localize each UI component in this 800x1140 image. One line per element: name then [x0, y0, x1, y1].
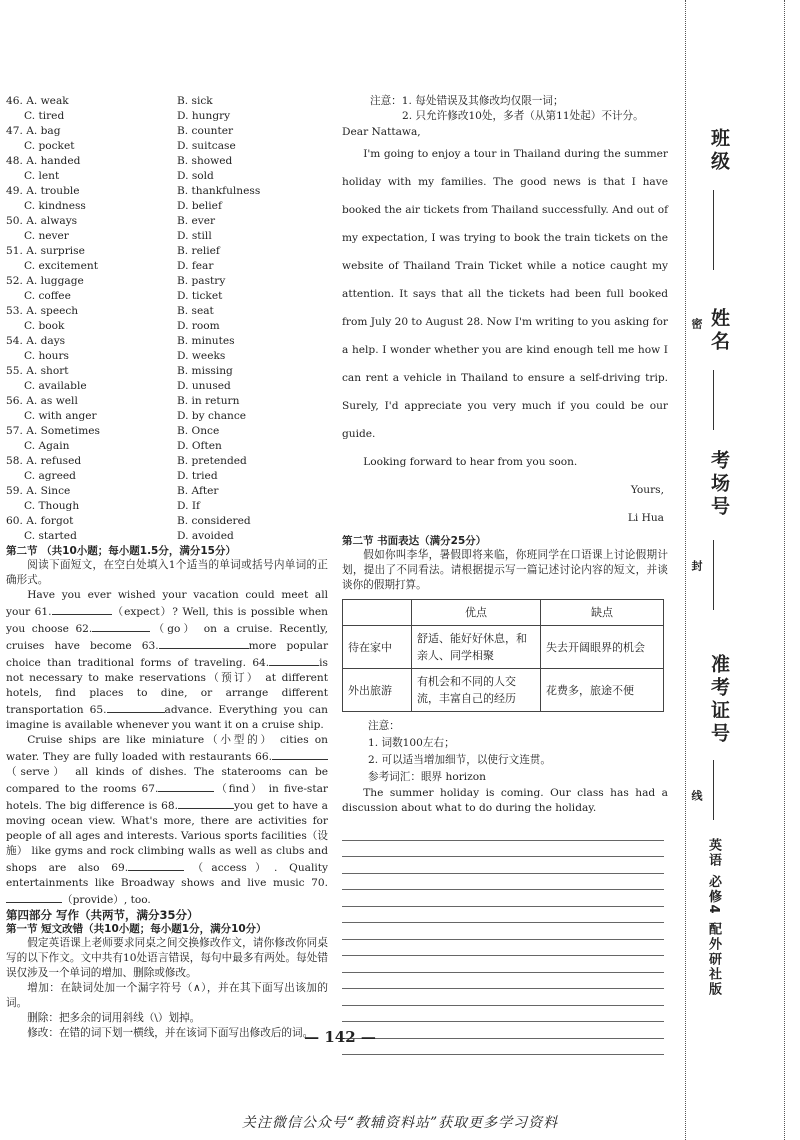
part4-instructions: 假定英语课上老师要求同桌之间交换修改作文，请你修改你同桌写的以下作文。文中共有10处语言错误，每句中最多有两处。每处错误仅涉及一个单词的增加、删除或修改。 — [6, 937, 328, 979]
exam-number-label: 准考证号 — [708, 654, 730, 746]
pros-cons-table — [342, 599, 664, 712]
option-choice: D. ticket — [177, 290, 223, 302]
option-choice: C. available — [24, 380, 87, 392]
blank-70[interactable] — [6, 891, 62, 903]
option-choice: D. fear — [177, 260, 214, 272]
option-choice: D. unused — [177, 380, 231, 392]
option-row — [6, 334, 328, 349]
option-row — [6, 199, 328, 214]
option-choice: C. Again — [24, 440, 70, 452]
option-row — [6, 109, 328, 124]
option-choice: B. thankfulness — [177, 185, 261, 197]
room-fill-line[interactable] — [713, 540, 714, 610]
option-choice: D. by chance — [177, 410, 247, 422]
option-choice: 55. A. short — [6, 365, 69, 377]
exam-number-fill-line[interactable] — [713, 760, 714, 820]
option-choice: 53. A. speech — [6, 305, 79, 317]
option-choice: 52. A. luggage — [6, 275, 84, 287]
letter-body: I'm going to enjoy a tour in Thailand during the summer holiday with my families. The good news is that I have booked the air tickets from Thailand successfully. And out of my expectation, I was trying to book the train tickets on the website of Thailand Train Ticket while a notice caught my attention. It says that all the tickets had been full booked from July 20 to August 28. Now I'm writing to you asking for a help. I wonder whether you are kind enough tell me how I can rent a vehicle in Thailand to ensure a self-driving trip. Surely, I'd appreciate you very much if you could be our guide. — [342, 148, 668, 440]
option-choice: C. with anger — [24, 410, 97, 422]
cruise-paragraph-1: Have you ever wished your vacation could meet all your 61. （expect）? Well, this is possible when you choose 62. （go） on a cruise. Recently, cruises have become 63. more popular choice than traditional forms of traveling. 64. is not necessary to make reservations（预订） at different hotels, find places to dine, or arrange different transportation 65. advance. Everything you can imagine is available whenever you want it on a cruise ship. — [6, 589, 329, 731]
seal-mark-xian: 线 — [690, 790, 703, 801]
part4-title: 第四部分 写作（共两节，满分35分） — [6, 908, 199, 922]
vocab-hint: 参考词汇：眼界 horizon — [368, 771, 486, 783]
room-label: 考场号 — [708, 450, 730, 519]
rule-delete: 删除：把多余的词用斜线（\）划掉。 — [27, 1012, 201, 1024]
option-choice: C. agreed — [24, 470, 76, 482]
page-number: — 142 — — [304, 1028, 376, 1046]
name-fill-line[interactable] — [713, 370, 714, 430]
option-choice: 59. A. Since — [6, 485, 71, 497]
option-choice: B. showed — [177, 155, 233, 167]
option-row — [6, 319, 328, 334]
option-choice: D. tried — [177, 470, 218, 482]
option-choice: B. pretended — [177, 455, 247, 467]
blank-65[interactable] — [107, 701, 165, 713]
option-choice: 49. A. trouble — [6, 185, 80, 197]
option-choice: B. Once — [177, 425, 220, 437]
table-row: 待在家中 舒适、能好好休息，和亲人、同学相聚 失去开阔眼界的机会 — [343, 626, 664, 669]
class-label: 班级 — [708, 128, 730, 174]
option-choice: D. room — [177, 320, 220, 332]
letter-yours: Yours, — [630, 484, 664, 496]
option-row — [6, 289, 328, 304]
option-choice: B. in return — [177, 395, 240, 407]
option-choice: D. Often — [177, 440, 222, 452]
left-column — [6, 94, 328, 1041]
option-choice: B. seat — [177, 305, 214, 317]
option-choice: B. After — [177, 485, 219, 497]
option-choice: C. hours — [24, 350, 69, 362]
cruise-paragraph-2: Cruise ships are like miniature（小型的） cities on water. They are fully loaded with restaurants 66.（serve） all kinds of dishes. The staterooms can be compared to the rooms 67. （find） in five-star hotels. The big difference is 68. you get to have a moving ocean view. What's more, there are activities for people of all ages and interests. Various sports facilities（设施） like gyms and rock climbing walls as well as clubs and shops are also 69. （access）. Quality entertainments like Broadway shows and live music 70.（provide）, too. — [6, 734, 328, 906]
option-choice: 46. A. weak — [6, 95, 69, 107]
table-header-row — [343, 600, 664, 626]
option-choice: B. pastry — [177, 275, 226, 287]
option-row — [6, 439, 328, 454]
section2-instructions: 阅读下面短文，在空白处填入1个适当的单词或括号内单词的正确形式。 — [6, 559, 328, 586]
letter-signature: Li Hua — [627, 512, 664, 524]
seal-mark-feng: 封 — [690, 560, 703, 571]
option-choice: C. tired — [24, 110, 65, 122]
blank-61[interactable] — [52, 603, 112, 615]
writing-section-title: 第二节 书面表达（满分25分） — [342, 535, 487, 547]
section2-title: 第二节 （共10小题；每小题1.5分，满分15分） — [6, 545, 236, 557]
option-row — [6, 394, 328, 409]
option-row — [6, 139, 328, 154]
essay-start: The summer holiday is coming. Our class has had a discussion about what to do during the holiday. — [342, 787, 668, 814]
option-choice: C. started — [24, 530, 77, 542]
option-choice: C. never — [24, 230, 69, 242]
option-row — [6, 259, 328, 274]
footer-promo: 关注微信公众号“教辅资料站”获取更多学习资料 — [241, 1115, 559, 1131]
option-choice: 47. A. bag — [6, 125, 61, 137]
option-row — [6, 409, 328, 424]
binding-dotted-line — [685, 0, 686, 1140]
option-choice: D. If — [177, 500, 200, 512]
option-choice: C. kindness — [24, 200, 86, 212]
option-choice: B. relief — [177, 245, 220, 257]
option-choice: 57. A. Sometimes — [6, 425, 100, 437]
option-choice: B. counter — [177, 125, 234, 137]
blank-63[interactable] — [159, 637, 249, 649]
option-row — [6, 124, 328, 139]
option-choice: B. missing — [177, 365, 233, 377]
option-choice: D. sold — [177, 170, 214, 182]
option-choice: C. book — [24, 320, 65, 332]
blank-69[interactable] — [128, 859, 184, 871]
option-row — [6, 244, 328, 259]
option-row — [6, 484, 328, 499]
option-choice: B. considered — [177, 515, 251, 527]
header-pros: 优点 — [412, 600, 541, 626]
class-fill-line[interactable] — [713, 190, 714, 270]
option-choice: 50. A. always — [6, 215, 78, 227]
option-choice: C. lent — [24, 170, 60, 182]
header-cons: 缺点 — [541, 600, 664, 626]
rule-add: 增加：在缺词处加一个漏字符号（∧），并在其下面写出该加的词。 — [6, 982, 328, 1009]
option-choice: 51. A. surprise — [6, 245, 85, 257]
option-row — [6, 229, 328, 244]
blank-67[interactable] — [158, 780, 214, 792]
option-row — [6, 364, 328, 379]
option-choice: C. excitement — [24, 260, 98, 272]
blank-66[interactable] — [272, 748, 328, 760]
options-list — [6, 94, 328, 544]
option-row — [6, 304, 328, 319]
option-choice: D. avoided — [177, 530, 234, 542]
option-choice: 54. A. days — [6, 335, 66, 347]
blank-62[interactable] — [92, 620, 150, 632]
name-label: 姓名 — [708, 308, 730, 354]
seal-mark-mi: 密 — [690, 318, 703, 329]
option-row — [6, 184, 328, 199]
option-row — [6, 499, 328, 514]
rule-modify: 修改：在错的词下划一横线，并在该词下面写出修改后的词。 — [27, 1027, 314, 1039]
writing-lines[interactable] — [342, 824, 668, 1055]
edge-dotted-line — [784, 0, 785, 1140]
option-choice: D. still — [177, 230, 212, 242]
option-row — [6, 514, 328, 529]
option-row — [6, 424, 328, 439]
writing-instructions: 假如你叫李华，暑假即将来临，你班同学在口语课上讨论假期计划，提出了不同看法。请根据提示写一篇记述讨论内容的短文，并谈谈你的假期打算。 — [342, 549, 668, 591]
subject-label: 英语 必修4 配外研社版 — [706, 838, 721, 998]
blank-64[interactable] — [269, 654, 319, 666]
option-choice: 56. A. as well — [6, 395, 78, 407]
option-choice: 58. A. refused — [6, 455, 82, 467]
option-choice: D. weeks — [177, 350, 226, 362]
letter-closing-line: Looking forward to hear from you soon. — [363, 456, 578, 468]
option-row — [6, 169, 328, 184]
note-line-2: 2. 只允许修改10处，多者（从第11处起）不计分。 — [402, 110, 644, 122]
option-row — [6, 349, 328, 364]
option-row — [6, 454, 328, 469]
notes-title: 注意： — [368, 720, 400, 732]
option-row — [6, 274, 328, 289]
option-row — [6, 469, 328, 484]
option-choice: B. minutes — [177, 335, 235, 347]
right-column — [342, 94, 668, 1055]
option-row — [6, 94, 328, 109]
table-row: 外出旅游 有机会和不同的人交流，丰富自己的经历 花费多，旅途不便 — [343, 669, 664, 712]
option-choice: B. sick — [177, 95, 213, 107]
note-item: 2. 可以适当增加细节，以使行文连贯。 — [368, 754, 551, 766]
option-row — [6, 154, 328, 169]
option-choice: C. Though — [24, 500, 80, 512]
option-row — [6, 529, 328, 544]
blank-68[interactable] — [178, 797, 234, 809]
option-row — [6, 379, 328, 394]
option-choice: D. suitcase — [177, 140, 236, 152]
part4-section1-title: 第一节 短文改错（共10小题；每小题1分，满分10分） — [6, 923, 267, 935]
option-choice: D. hungry — [177, 110, 231, 122]
letter-greeting: Dear Nattawa, — [342, 126, 421, 138]
note-line-1: 注意：1. 每处错误及其修改均仅限一词； — [370, 95, 564, 107]
option-choice: D. belief — [177, 200, 222, 212]
option-choice: 60. A. forgot — [6, 515, 74, 527]
note-item: 1. 词数100左右； — [368, 737, 455, 749]
option-choice: C. pocket — [24, 140, 75, 152]
option-row — [6, 214, 328, 229]
option-choice: 48. A. handed — [6, 155, 81, 167]
option-choice: B. ever — [177, 215, 216, 227]
option-choice: C. coffee — [24, 290, 71, 302]
